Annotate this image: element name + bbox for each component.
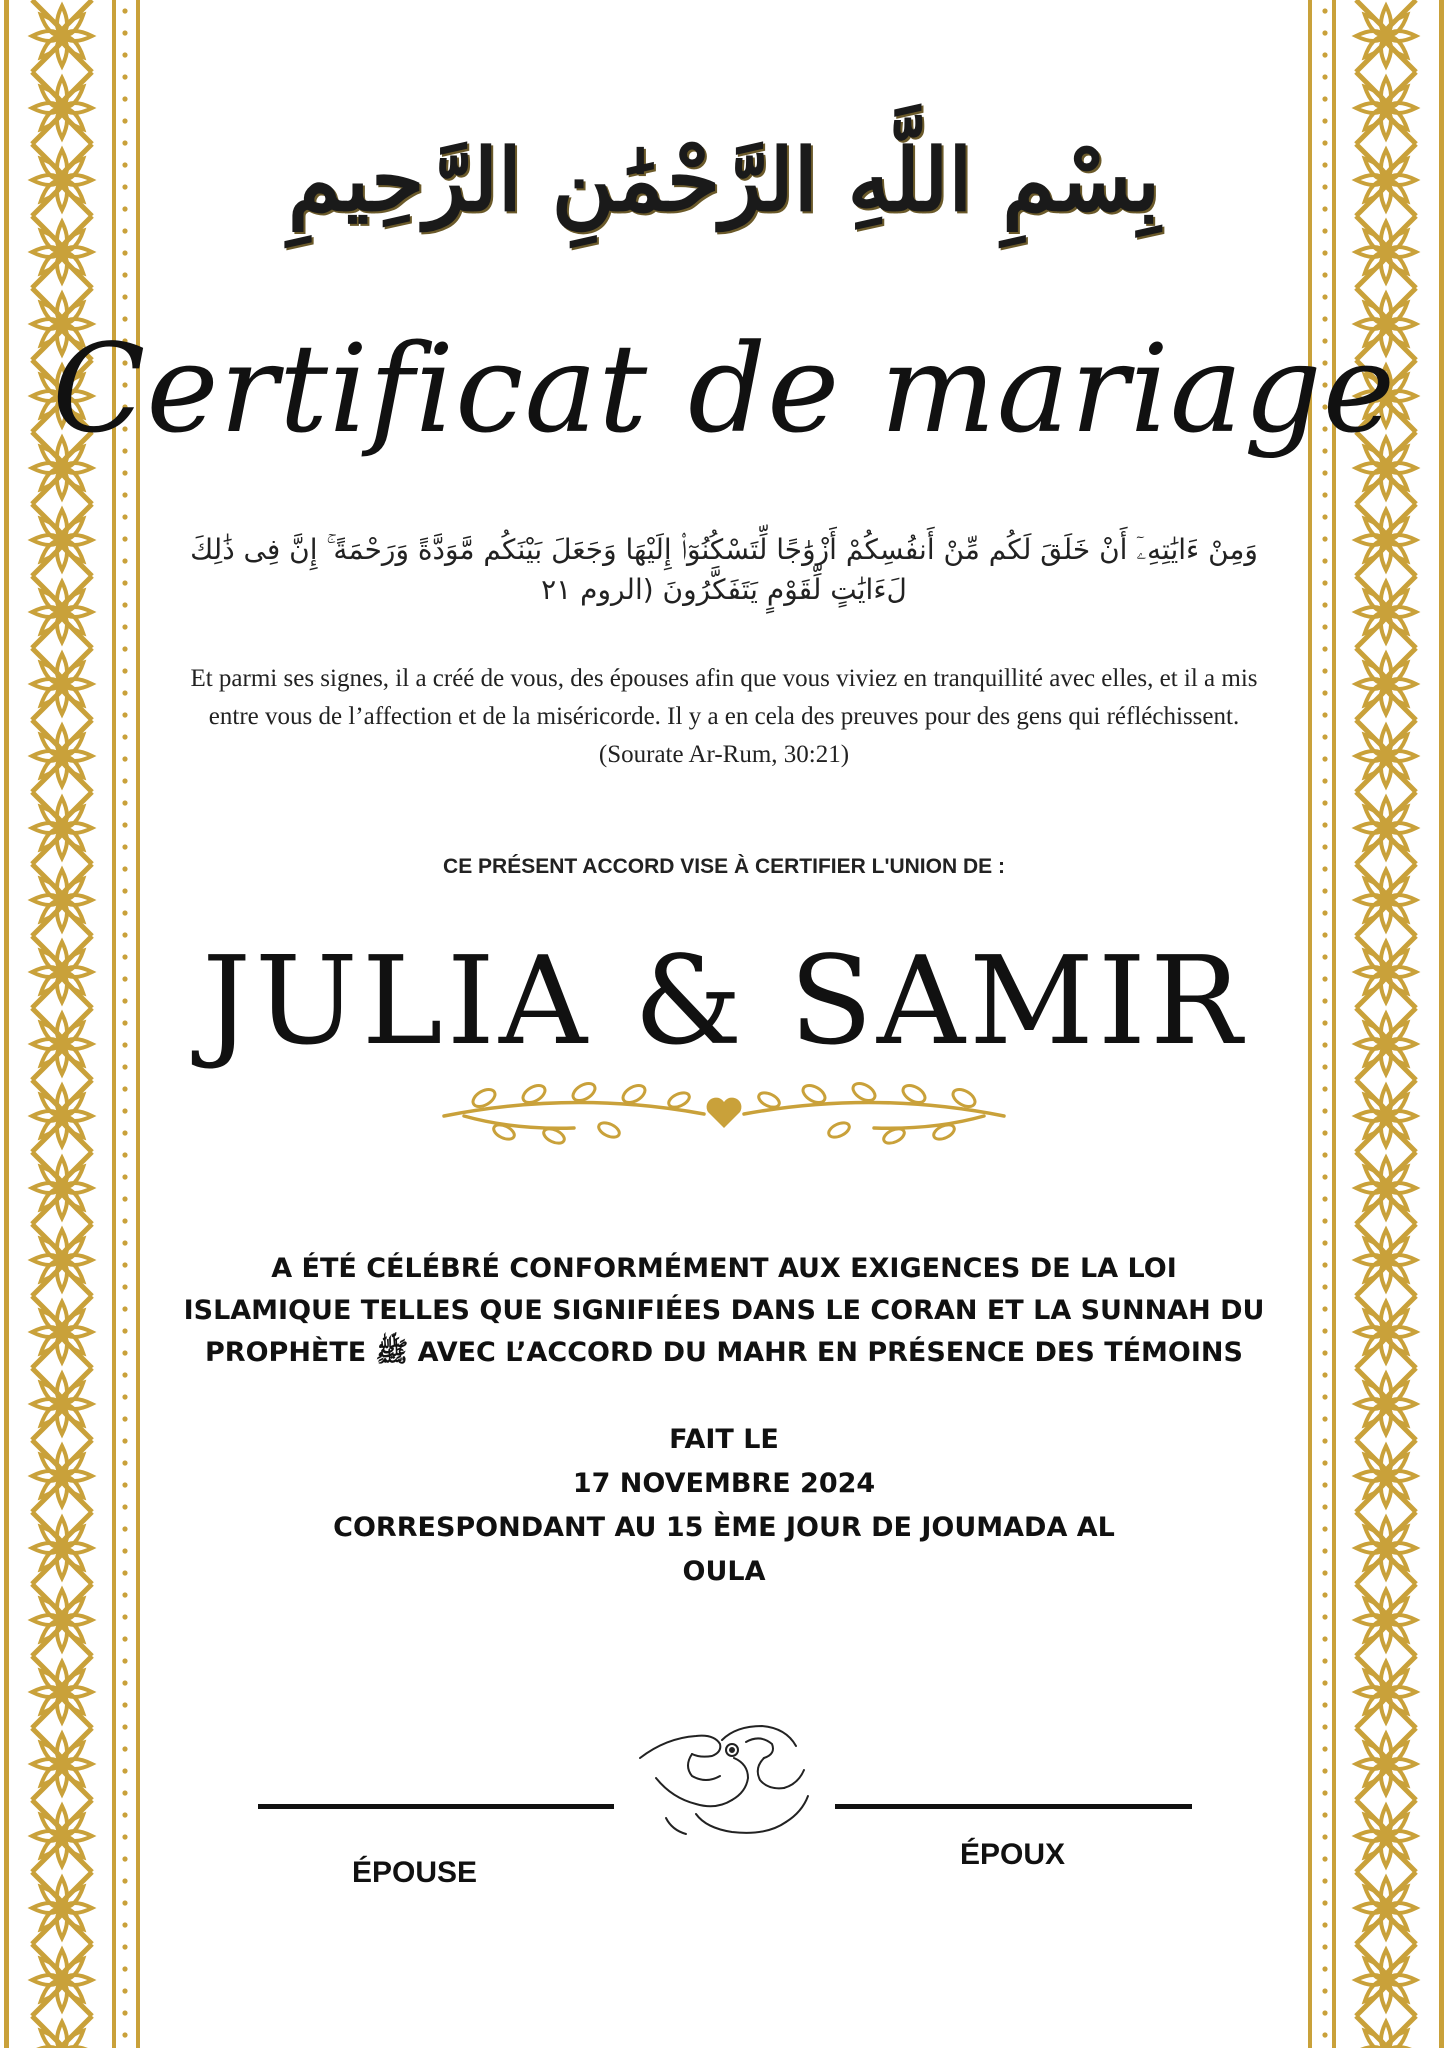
celebration-statement bbox=[180, 1248, 1268, 1374]
date-block bbox=[300, 1418, 1148, 1594]
bride-signature-label: ÉPOUSE bbox=[352, 1856, 478, 1889]
celebration-line-1: A ÉTÉ CÉLÉBRÉ CONFORMÉMENT AUX EXIGENCES DE LA LOI bbox=[271, 1253, 1177, 1284]
hands-ring-icon bbox=[636, 1718, 812, 1842]
groom-signature-line bbox=[835, 1804, 1192, 1809]
celebration-line-2: ISLAMIQUE TELLES QUE SIGNIFIÉES DANS LE CORAN ET LA SUNNAH DU bbox=[183, 1295, 1265, 1326]
date-label: FAIT LE bbox=[669, 1424, 779, 1455]
verse-french-line-2: entre vous de l’affection et de la miséricorde. Il y a en cela des preuves pour des gens qui réfléchissent. bbox=[208, 703, 1240, 730]
union-intro: CE PRÉSENT ACCORD VISE À CERTIFIER L'UNION DE : bbox=[443, 855, 1005, 878]
groom-signature-label: ÉPOUX bbox=[960, 1838, 1066, 1871]
laurel-heart-divider-icon bbox=[0, 1070, 1448, 1164]
bride-signature-line bbox=[258, 1804, 614, 1809]
hijri-date-line-1: CORRESPONDANT AU 15 ÈME JOUR DE JOUMADA AL bbox=[333, 1512, 1115, 1543]
bismillah-text: بِسْمِ اللَّهِ الرَّحْمَٰنِ الرَّحِيمِ bbox=[287, 130, 1161, 231]
verse-french-line-1: Et parmi ses signes, il a créé de vous, des épouses afin que vous viviez en tranquillité avec elles, et il a mis bbox=[190, 665, 1258, 692]
verse-reference: (Sourate Ar-Rum, 30:21) bbox=[598, 741, 850, 768]
quran-verse-arabic: وَمِنْ ءَايَٰتِهِۦٓ أَنْ خَلَقَ لَكُم مِّنْ أَنفُسِكُمْ أَزْوَٰجًا لِّتَسْكُنُوٓا۟ إِلَيْهَا وَجَعَلَ بَيْنَكُم مَّوَدَّةً وَرَحْمَةً ۚ إِنَّ فِى ذَٰلِكَ لَءَايَٰتٍ لِّقَوْمٍ يَتَفَكَّرُونَ (الروم ٢١ bbox=[190, 533, 1258, 606]
gregorian-date: 17 NOVEMBRE 2024 bbox=[572, 1468, 876, 1499]
hijri-date-line-2: OULA bbox=[682, 1556, 766, 1587]
celebration-line-3: PROPHÈTE ﷺ AVEC L’ACCORD DU MAHR EN PRÉSENCE DES TÉMOINS bbox=[205, 1337, 1243, 1368]
certificate-title: Certificat de mariage bbox=[52, 318, 1396, 460]
bismillah-calligraphy bbox=[0, 130, 1448, 231]
couple-names: JULIA & SAMIR bbox=[202, 930, 1246, 1072]
quran-verse-french bbox=[190, 660, 1258, 774]
